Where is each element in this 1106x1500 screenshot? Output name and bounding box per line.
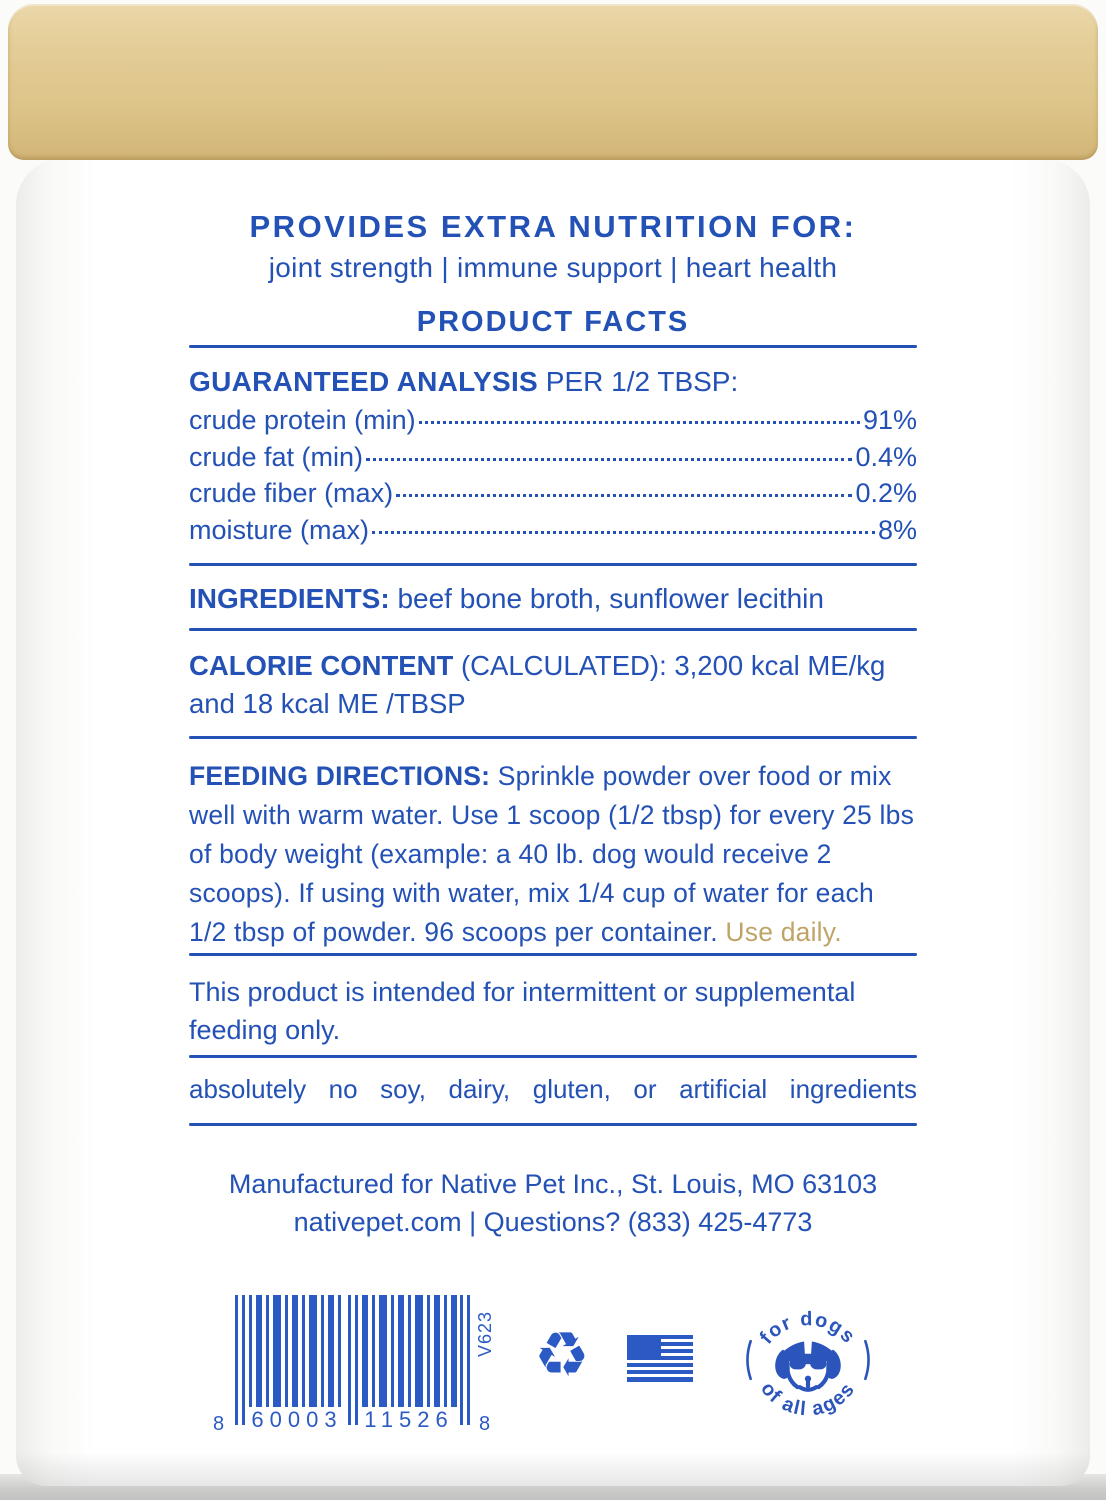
barcode-digits-group1: 60003 <box>251 1407 343 1432</box>
guaranteed-analysis-table <box>189 405 917 551</box>
ingredients-section <box>189 583 917 615</box>
divider <box>189 563 917 566</box>
table-row <box>189 478 917 515</box>
row-value: 91% <box>862 405 917 435</box>
label-content <box>189 159 917 1486</box>
guaranteed-analysis-heading <box>189 366 917 398</box>
divider <box>189 736 917 739</box>
barcode-version-code: V623 <box>475 1310 495 1357</box>
divider <box>189 953 917 956</box>
panel-title: PRODUCT FACTS <box>416 306 690 338</box>
divider <box>189 345 917 348</box>
row-value: 0.4% <box>855 441 917 472</box>
badge-top-text: for dogs <box>755 1308 861 1349</box>
manufacturer-info <box>189 1165 917 1241</box>
barcode-right-digit: 8 <box>479 1413 491 1435</box>
leader-dots <box>396 494 852 497</box>
guaranteed-analysis-heading-rest: PER 1/2 TBSP: <box>545 366 739 397</box>
calorie-label: CALORIE CONTENT <box>189 650 454 681</box>
upc-barcode <box>213 1295 495 1455</box>
leader-dots <box>366 458 852 461</box>
row-label: moisture (max) <box>189 514 370 545</box>
us-flag-icon <box>627 1335 693 1388</box>
no-artificial-notice: absolutely no soy, dairy, gluten, or artificial ingredients <box>189 1074 917 1104</box>
provides-title: PROVIDES EXTRA NUTRITION FOR: <box>249 209 857 244</box>
feeding-directions-section <box>189 757 917 952</box>
leader-dots <box>372 531 875 534</box>
leader-dots <box>419 421 860 424</box>
divider <box>189 628 917 631</box>
ingredients-label: INGREDIENTS: <box>189 583 390 614</box>
badge-bottom-text: of all ages <box>756 1378 860 1421</box>
ingredients-text: beef bone broth, sunflower lecithin <box>397 583 824 614</box>
dog-with-sunglasses-icon <box>735 1287 881 1433</box>
contact-line: nativepet.com | Questions? (833) 425-4773 <box>293 1207 813 1237</box>
row-label: crude protein (min) <box>189 405 416 435</box>
intermittent-feeding-notice: This product is intended for intermittent or supplemental feeding only. <box>189 977 856 1045</box>
table-row <box>189 515 917 552</box>
barcode-bars <box>235 1295 470 1425</box>
barcode-left-digit: 8 <box>213 1413 225 1435</box>
row-label: crude fiber (max) <box>189 478 394 508</box>
container-body <box>16 159 1090 1486</box>
table-row <box>189 442 917 479</box>
container-lid <box>8 4 1098 160</box>
calorie-text: (CALCULATED): 3,200 kcal ME/kg and 18 kcal ME /TBSP <box>189 650 886 719</box>
row-label: crude fat (min) <box>189 441 364 472</box>
divider <box>189 1055 917 1058</box>
divider <box>189 1123 917 1126</box>
benefits-line: joint strength | immune support | heart health <box>268 252 838 283</box>
for-dogs-badge <box>735 1287 881 1433</box>
row-value: 8% <box>877 514 917 545</box>
manufacturer-line: Manufactured for Native Pet Inc., St. Louis, MO 63103 <box>228 1169 878 1199</box>
row-value: 0.2% <box>855 478 917 508</box>
barcode-digits-group2: 11526 <box>364 1407 454 1432</box>
feeding-text: Sprinkle powder over food or mix well with warm water. Use 1 scoop (1/2 tbsp) for every 25 lbs of body weight (example: a 40 lb. dog would receive 2 scoops). If using with water, mix 1/4 cup of water for each 1/2 tbsp of powder. 96 scoops per container. <box>189 761 915 947</box>
recycle-icon: ♻ <box>534 1318 590 1391</box>
calorie-section <box>189 647 917 723</box>
guaranteed-analysis-heading-strong: GUARANTEED ANALYSIS <box>189 366 539 397</box>
feeding-label: FEEDING DIRECTIONS: <box>189 761 491 791</box>
table-row <box>189 405 917 442</box>
feeding-highlight: Use daily. <box>725 917 842 947</box>
